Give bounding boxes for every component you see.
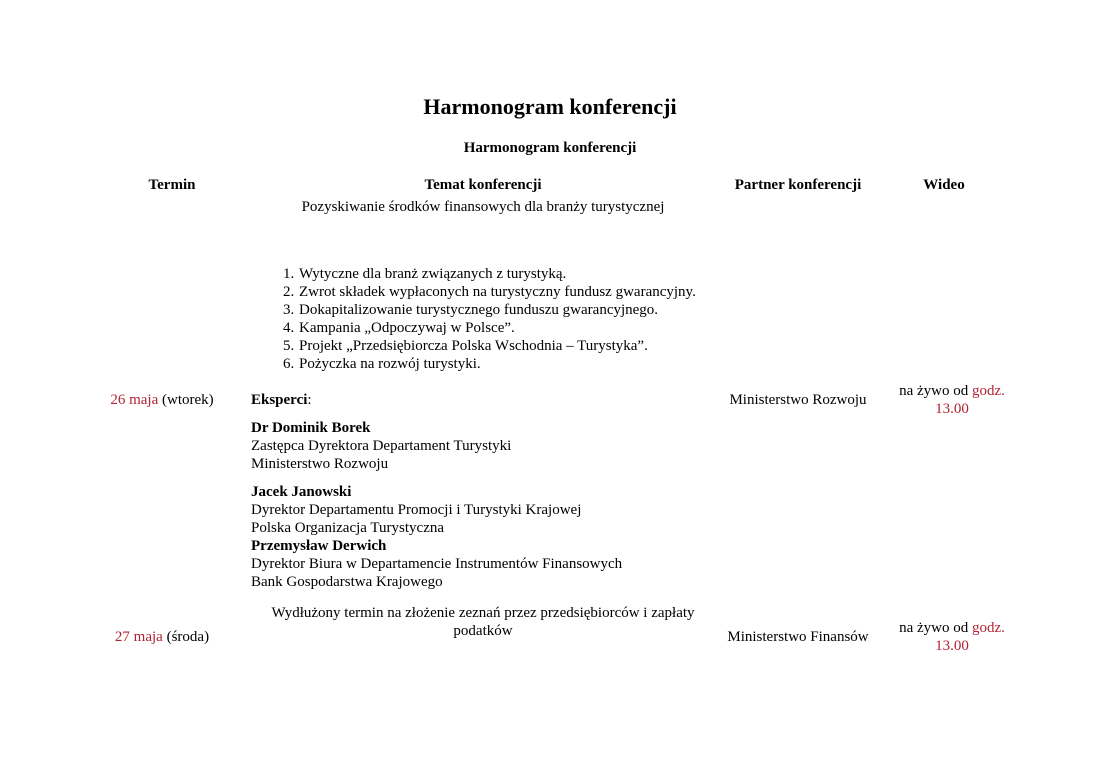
date-weekday: (środa) <box>162 629 210 645</box>
video-godz: godz. <box>971 620 1005 636</box>
header-temat: Temat konferencji <box>424 177 542 193</box>
header-partner: Partner konferencji <box>734 177 862 193</box>
video-prefix: na żywo od <box>899 620 972 636</box>
list-item: 5. Projekt „Przedsiębiorcza Polska Wschodnia – Turystyka”. <box>298 337 771 355</box>
expert-3 <box>251 537 622 591</box>
date-weekday: (wtorek) <box>158 392 214 408</box>
header-wideo: Wideo <box>923 177 965 193</box>
expert-org: Ministerstwo Rozwoju <box>251 456 389 472</box>
row2-video <box>884 619 1020 655</box>
row1-date <box>80 391 244 409</box>
experts-colon: : <box>307 392 312 408</box>
row2-topic: Wydłużony termin na złożenie zeznań przez przedsiębiorców i zapłaty podatków <box>271 605 695 639</box>
expert-2 <box>251 483 581 537</box>
list-item: 4. Kampania „Odpoczywaj w Polsce”. <box>298 319 771 337</box>
expert-role: Zastępca Dyrektora Departament Turystyki <box>251 438 512 454</box>
list-item: 2. Zwrot składek wypłaconych na turystyczny fundusz gwarancyjny. <box>298 283 771 301</box>
row2-date <box>80 628 244 646</box>
row1-partner: Ministerstwo Rozwoju <box>729 392 867 408</box>
row1-topic: Pozyskiwanie środków finansowych dla branży turystycznej <box>301 199 665 215</box>
row2-partner: Ministerstwo Finansów <box>727 629 869 645</box>
expert-role: Dyrektor Biura w Departamencie Instrumentów Finansowych <box>251 556 623 572</box>
experts-heading <box>251 391 312 409</box>
expert-role: Dyrektor Departamentu Promocji i Turystyki Krajowej <box>251 502 582 518</box>
expert-name: Przemysław Derwich <box>251 538 387 554</box>
row1-video <box>884 382 1020 418</box>
page-subtitle: Harmonogram konferencji <box>463 140 637 156</box>
expert-name: Dr Dominik Borek <box>251 420 371 436</box>
video-time: 13.00 <box>935 638 969 654</box>
expert-org: Bank Gospodarstwa Krajowego <box>251 574 443 590</box>
list-item: 3. Dokapitalizowanie turystycznego funduszu gwarancyjnego. <box>298 301 771 319</box>
experts-label: Eksperci <box>251 392 308 408</box>
video-time: 13.00 <box>935 401 969 417</box>
list-item: 1. Wytyczne dla branż związanych z turystyką. <box>298 265 771 283</box>
header-termin: Termin <box>148 177 196 193</box>
video-godz: godz. <box>971 383 1005 399</box>
video-prefix: na żywo od <box>899 383 972 399</box>
date-highlight: 27 maja <box>114 629 163 645</box>
expert-org: Polska Organizacja Turystyczna <box>251 520 445 536</box>
row1-agenda-list <box>251 265 771 373</box>
list-item: 6. Pożyczka na rozwój turystyki. <box>298 355 771 373</box>
expert-name: Jacek Janowski <box>251 484 352 500</box>
page-title: Harmonogram konferencji <box>423 94 677 119</box>
date-highlight: 26 maja <box>110 392 159 408</box>
expert-1 <box>251 419 511 473</box>
